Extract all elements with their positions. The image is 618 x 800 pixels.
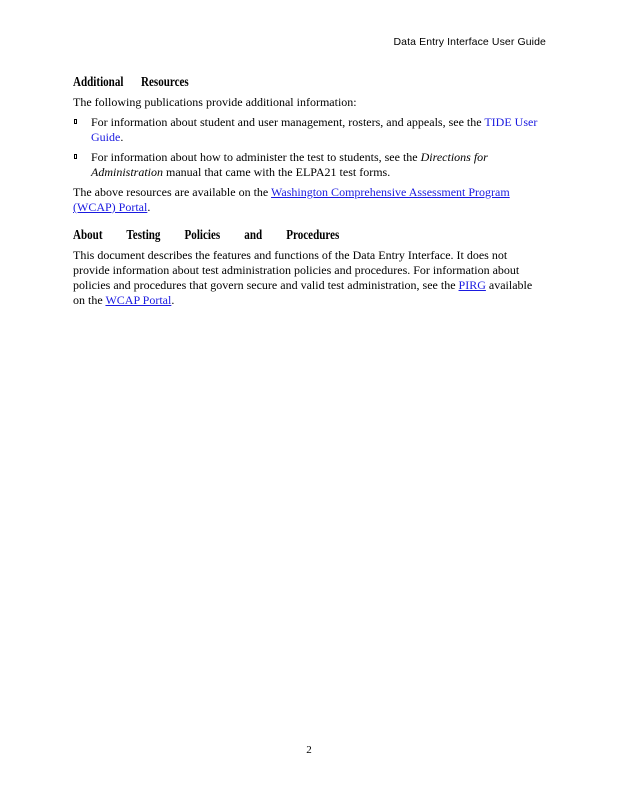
additional-resources-heading: Additional Resources (73, 74, 189, 89)
resources-list (73, 115, 545, 180)
directions-for-administration-title: Directions for Administration (91, 150, 488, 179)
list-item (73, 115, 545, 145)
tide-user-guide-link[interactable]: TIDE User Guide (91, 115, 538, 144)
page-content (73, 74, 545, 308)
wcap-portal-link[interactable]: Washington Comprehensive Assessment Program (WCAP) Portal (73, 185, 510, 214)
page-number: 2 (306, 744, 312, 756)
paragraph-text: available on the (73, 278, 533, 307)
list-item-text: . (120, 130, 124, 144)
about-testing-paragraph (73, 248, 545, 308)
list-item (73, 150, 545, 180)
resources-availability-text (73, 185, 545, 215)
about-testing-section (73, 227, 545, 308)
paragraph-text: The above resources are available on the (73, 185, 272, 199)
running-header: Data Entry Interface User Guide (393, 36, 546, 48)
list-item-text: For information about how to administer the test to students, see the (91, 150, 421, 164)
paragraph-text: This document describes the features and functions of the Data Entry Interface. It does not provide information about test administration policies and procedures. For information about policies and procedures that govern secure and valid test administration, see the (73, 248, 520, 292)
bullet-icon (74, 119, 77, 124)
list-item-text: manual that came with the ELPA21 test forms. (163, 165, 391, 179)
paragraph-text: . (147, 200, 151, 214)
additional-resources-intro: The following publications provide additional information: (73, 95, 357, 109)
about-testing-heading: About Testing Policies and Procedures (73, 227, 340, 242)
wcap-portal-link-2[interactable]: WCAP Portal (105, 293, 172, 307)
list-item-text: For information about student and user management, rosters, and appeals, see the (91, 115, 485, 129)
paragraph-text: . (171, 293, 175, 307)
additional-resources-section (73, 74, 545, 215)
pirg-link[interactable]: PIRG (458, 278, 486, 292)
bullet-icon (74, 154, 77, 159)
